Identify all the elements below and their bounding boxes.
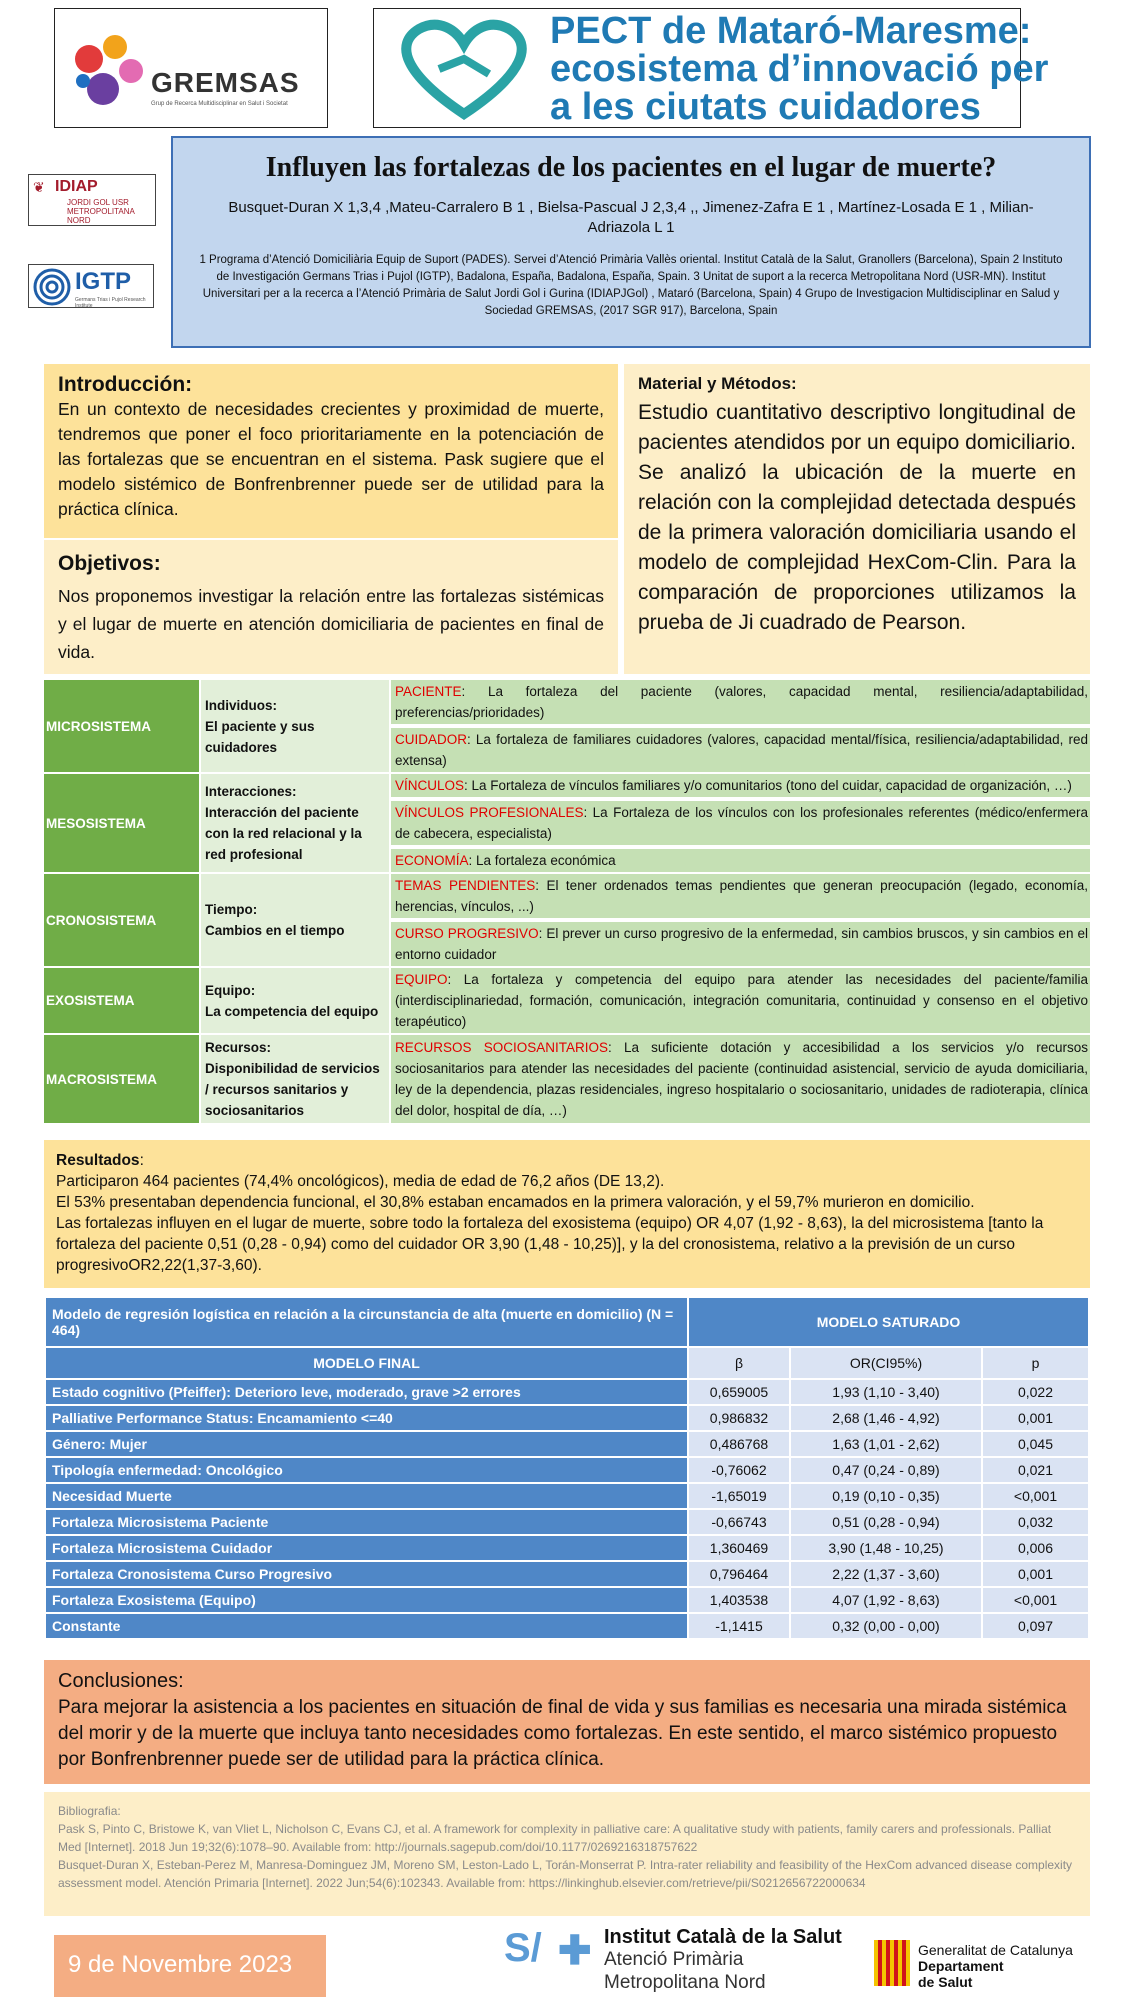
or-value: 0,32 (0,00 - 0,00) [791, 1614, 981, 1638]
table-row [46, 1614, 1088, 1638]
igtp-name: IGTP [75, 268, 132, 295]
strength-row [389, 968, 1090, 1033]
methods-panel [624, 364, 1090, 674]
strength-text: : La fortaleza y competencia del equipo para atender las necesidades del paciente/familia (interdisciplinariedad, formación, comunicación, integración comunitaria, continuidad y consenso en el objetivo terapéutico) [395, 972, 1088, 1029]
idiap-name: IDIAP [55, 178, 98, 195]
strength-key: PACIENTE [395, 684, 462, 699]
beta-value: 0,486768 [689, 1432, 789, 1456]
gremsas-dots-icon [63, 15, 153, 125]
results-line: Participaron 464 pacientes (74,4% oncológicos), media de edad de 76,2 años (DE 13,2). [56, 1173, 665, 1190]
system-level-title: Equipo: [205, 982, 256, 998]
beta-value: 0,986832 [689, 1406, 789, 1430]
or-value: 0,19 (0,10 - 0,35) [791, 1484, 981, 1508]
beta-value: -1,1415 [689, 1614, 789, 1638]
or-value: 2,22 (1,37 - 3,60) [791, 1562, 981, 1586]
column-header: p [983, 1348, 1088, 1378]
beta-value: 0,659005 [689, 1380, 789, 1404]
idiap-mark-icon: ❦ [33, 179, 45, 195]
system-level-desc: Cambios en el tiempo [205, 923, 345, 938]
system-level-desc: Disponibilidad de servicios / recursos sanitarios y sociosanitarios [205, 1061, 380, 1118]
table-row [46, 1298, 1088, 1346]
strength-text: : El prever un curso progresivo de la enfermedad, sin cambios bruscos, y sin cambios en el entorno cuidador [395, 926, 1088, 962]
objectives-body: Nos proponemos investigar la relación entre las fortalezas sistémicas y el lugar de muerte en atención domiciliaria de pacientes en final de vida. [58, 586, 604, 662]
system-level-desc: Interacción del paciente con la red relacional y la red profesional [205, 805, 362, 862]
beta-value: -0,76062 [689, 1458, 789, 1482]
system-name: CRONOSISTEMA [44, 874, 199, 966]
ics-logo [500, 1924, 840, 1994]
system-name: MICROSISTEMA [44, 680, 199, 772]
conclusions-body: Para mejorar la asistencia a los pacientes en situación de final de vida y sus familias es necesaria una mirada sistémica del morir y de la muerte que incluya tanto necesidades como fortalezas. En este sentido, el marco sistémico propuesto por Bonfrenbrenner puede ser de utilidad para la práctica clínica. [58, 1697, 1067, 1770]
table-row [46, 1588, 1088, 1612]
generalitat-logo [870, 1936, 1090, 1996]
strength-text: : La fortaleza de familiares cuidadores (valores, capacidad mental/física, resiliencia/adaptabilidad, red extensa) [395, 732, 1088, 768]
strength-key: VÍNCULOS PROFESIONALES [395, 805, 584, 820]
system-name: EXOSISTEMA [44, 968, 199, 1033]
p-value: 0,021 [983, 1458, 1088, 1482]
reference: Pask S, Pinto C, Bristowe K, van Vliet L, Nicholson C, Evans CJ, et al. A framework for complexity in palliative care: A qualitative study with patients, family carers and professionals. Palliat Med [Internet]. 2018 Jun 19;32(6):1078–90. Available from: http://journals.sagepub.com/doi/10.1177/0269216318757622 [58, 1822, 1052, 1854]
ics-line-1: Institut Català de la Salut [604, 1926, 842, 1948]
pect-line-1: PECT de Mataró-Maresme: [550, 10, 1032, 52]
row-label: Constante [46, 1614, 687, 1638]
column-header: β [689, 1348, 789, 1378]
row-label: Palliative Performance Status: Encamamiento <=40 [46, 1406, 687, 1430]
conclusions-title: Conclusiones: [58, 1670, 184, 1692]
authors: Busquet-Duran X 1,3,4 ,Mateu-Carralero B 1 , Bielsa-Pascual J 2,3,4 ,, Jimenez-Zafra E 1 , Martínez-Losada E 1 , Milian-Adriazola L 1 [228, 199, 1034, 236]
strength-key: TEMAS PENDIENTES [395, 878, 536, 893]
beta-value: 1,360469 [689, 1536, 789, 1560]
p-value: 0,032 [983, 1510, 1088, 1534]
strength-row [389, 1035, 1090, 1123]
gremsas-logo [54, 8, 328, 128]
table-row [44, 968, 1090, 1033]
strength-text: : La fortaleza del paciente (valores, capacidad mental, resiliencia/adaptabilidad, preferencias/prioridades) [395, 684, 1088, 720]
p-value: 0,006 [983, 1536, 1088, 1560]
or-value: 0,47 (0,24 - 0,89) [791, 1458, 981, 1482]
system-level-title: Recursos: [205, 1040, 272, 1055]
regression-caption: Modelo de regresión logística en relación a la circunstancia de alta (muerte en domicilio) (N = 464) [46, 1298, 687, 1346]
poster-title: Influyen las fortalezas de los pacientes en el lugar de muerte? [265, 152, 997, 183]
strength-key: CURSO PROGRESIVO [395, 926, 539, 941]
row-label: Tipología enfermedad: Oncológico [46, 1458, 687, 1482]
igtp-logo [28, 264, 154, 308]
p-value: <0,001 [983, 1588, 1088, 1612]
beta-value: 0,796464 [689, 1562, 789, 1586]
strength-key: EQUIPO [395, 972, 448, 987]
affiliations: 1 Programa d’Atenció Domiciliària Equip de Suport (PADES). Servei d’Atenció Primària Vallès oriental. Institut Català de la Salut, Granollers (Barcelona), Spain 2 Instituto de Investigación Germans Trias i Pujol (IGTP), Badalona, España, Badalona, España, Spain. 3 Unitat de suport a la recerca Metropolitana Nord (USR-MN). Institut Universitari per a la recerca a l’Atenció Primària de Salut Jordi Gol i Gurina (IDIAPJGol) , Mataró (Barcelona, Spain) 4 Grupo de Investigacion Multidisciplinar en Salud y Sociedad GREMSAS, (2017 SGR 917), Barcelona, Spain [199, 254, 1063, 317]
table-row [46, 1484, 1088, 1508]
strength-row [389, 874, 1090, 920]
row-label: Estado cognitivo (Pfeiffer): Deterioro leve, moderado, grave >2 errores [46, 1380, 687, 1404]
row-label: Fortaleza Microsistema Paciente [46, 1510, 687, 1534]
table-row [44, 1035, 1090, 1123]
system-level-desc: El paciente y sus cuidadores [205, 718, 315, 755]
column-header: OR(CI95%) [791, 1348, 981, 1378]
or-value: 1,93 (1,10 - 3,40) [791, 1380, 981, 1404]
system-level [199, 774, 389, 872]
p-value: 0,097 [983, 1614, 1088, 1638]
or-value: 0,51 (0,28 - 0,94) [791, 1510, 981, 1534]
spiral-icon [32, 267, 72, 307]
strength-key: RECURSOS SOCIOSANITARIOS [395, 1040, 608, 1055]
table-row [44, 874, 1090, 920]
results-panel: Resultados: Participaron 464 pacientes (74,4% oncológicos), media de edad de 76,2 años (DE 13,2). El 53% presentaban dependencia funcional, el 30,8% estaban encamados en la primera valoración, y el 59,7% murieron en domicilio. Las fortalezas influyen en el lugar de muerte, sobre todo la fortaleza del exosistema (equipo) OR 4,07 (1,92 - 8,63), la del microsistema [tanto la fortaleza del paciente 0,51 (0,28 - 0,94) como del cuidador OR 3,90 (1,48 - 10,25)], y la del cronosistema, relativo a la previsión de un curso progresivoOR2,22(1,37-3,60). [44, 1140, 1090, 1288]
row-label: Fortaleza Cronosistema Curso Progresivo [46, 1562, 687, 1586]
strength-key: VÍNCULOS [395, 778, 465, 793]
system-level-title: Tiempo: [205, 902, 258, 917]
strength-row [389, 774, 1090, 799]
table-row [46, 1406, 1088, 1430]
or-value: 2,68 (1,46 - 4,92) [791, 1406, 981, 1430]
regression-body [46, 1380, 1088, 1638]
beta-value: -0,66743 [689, 1510, 789, 1534]
column-header: MODELO FINAL [46, 1348, 687, 1378]
p-value: 0,001 [983, 1406, 1088, 1430]
reference: Busquet-Duran X, Esteban-Perez M, Manresa-Dominguez JM, Moreno SM, Leston-Lado L, Torán-Monserrat P. Intra-rater reliability and feasibility of the HexCom advanced disease complexity assessment model. Atención Primaria [Internet]. 2022 Jun;54(6):102343. Available from: https://linkinghub.elsevier.com/retrieve/pii/S0212656722000634 [58, 1858, 1073, 1890]
model-title: MODELO SATURADO [689, 1298, 1088, 1346]
table-row [44, 774, 1090, 799]
system-level-desc: La competencia del equipo [205, 1003, 379, 1019]
conclusions-panel [44, 1660, 1090, 1784]
senyera-icon [874, 1940, 910, 1986]
hands-heart-icon [384, 14, 544, 124]
p-value: <0,001 [983, 1484, 1088, 1508]
idiap-subtitle: JORDI GOL USR METROPOLITANA NORD [67, 198, 135, 225]
date-badge: 9 de Novembre 2023 [54, 1935, 326, 1997]
strength-key: CUIDADOR [395, 732, 468, 747]
results-title: Resultados [56, 1152, 140, 1169]
table-row [46, 1458, 1088, 1482]
table-header-row [46, 1348, 1088, 1378]
ics-mark-icon: S/ [504, 1926, 542, 1970]
strength-row [389, 801, 1090, 847]
methods-body: Estudio cuantitativo descriptivo longitudinal de pacientes atendidos por un equipo domiciliario. Se analizó la ubicación de la muerte en relación con la complejidad detectada después de la primera valoración domiciliaria usando el modelo de complejidad HexCom-Clin. Para la comparación de proporciones utilizamos la prueba de Ji cuadrado de Pearson. [638, 401, 1076, 634]
objectives-panel [44, 540, 618, 674]
generalitat-line-2: Departament [918, 1958, 1004, 1974]
or-value: 1,63 (1,01 - 2,62) [791, 1432, 981, 1456]
strength-row [389, 680, 1090, 726]
bibliography-panel [44, 1792, 1090, 1916]
table-row [44, 680, 1090, 726]
row-label: Fortaleza Microsistema Cuidador [46, 1536, 687, 1560]
system-level-title: Interacciones: [205, 784, 297, 799]
row-label: Género: Mujer [46, 1432, 687, 1456]
table-row [46, 1380, 1088, 1404]
pect-line-2: ecosistema d’innovació per [550, 48, 1049, 90]
systemic-model-table [44, 678, 1090, 1125]
strength-key: ECONOMÍA [395, 853, 469, 868]
pect-line-3: a les ciutats cuidadores [550, 86, 981, 128]
system-level [199, 1035, 389, 1123]
p-value: 0,045 [983, 1432, 1088, 1456]
methods-title: Material y Métodos: [638, 374, 797, 393]
results-line: El 53% presentaban dependencia funcional, el 30,8% estaban encamados en la primera valoración, y el 59,7% murieron en domicilio. [56, 1194, 975, 1211]
beta-value: -1,65019 [689, 1484, 789, 1508]
pect-logo [373, 8, 1049, 128]
gremsas-subtitle: Grup de Recerca Multidisciplinar en Salut i Societat [151, 101, 288, 107]
introduction-title: Introducción: [58, 373, 193, 396]
regression-table [44, 1296, 1090, 1640]
strength-row [389, 728, 1090, 772]
system-name: MESOSISTEMA [44, 774, 199, 872]
title-block [171, 136, 1091, 348]
introduction-body: En un contexto de necesidades crecientes y proximidad de muerte, tendremos que poner el foco prioritariamente en la potenciación de las fortalezas que se encuentran en el sistema. Pask sugiere que el modelo sistémico de Bonfrenbrenner puede ser de utilidad para la práctica clínica. [58, 399, 604, 519]
igtp-subtitle: Germans Trias i Pujol Research Institute [75, 297, 146, 309]
or-value: 4,07 (1,92 - 8,63) [791, 1588, 981, 1612]
table-row [46, 1536, 1088, 1560]
strength-row [389, 849, 1090, 872]
table-row [46, 1562, 1088, 1586]
table-row [46, 1510, 1088, 1534]
results-line: Las fortalezas influyen en el lugar de muerte, sobre todo la fortaleza del exosistema (equipo) OR 4,07 (1,92 - 8,63), la del microsistema [tanto la fortaleza del paciente 0,51 (0,28 - 0,94) como del cuidador OR 3,90 (1,48 - 10,25)], y la del cronosistema, relativo a la previsión de un curso progresivoOR2,22(1,37-3,60). [56, 1215, 1044, 1274]
idiap-logo [28, 174, 156, 226]
p-value: 0,022 [983, 1380, 1088, 1404]
objectives-title: Objetivos: [58, 552, 161, 575]
strength-text: : El tener ordenados temas pendientes que generan preocupación (legado, economía, herencias, vínculos, ...) [395, 878, 1088, 914]
generalitat-line-3: de Salut [918, 1974, 973, 1990]
bibliography-title: Bibliografia: [58, 1804, 121, 1818]
system-name: MACROSISTEMA [44, 1035, 199, 1123]
row-label: Fortaleza Exosistema (Equipo) [46, 1588, 687, 1612]
gremsas-wordmark: GREMSAS [151, 67, 300, 98]
beta-value: 1,403538 [689, 1588, 789, 1612]
row-label: Necesidad Muerte [46, 1484, 687, 1508]
system-level [199, 680, 389, 772]
strength-text: : La fortaleza económica [468, 853, 616, 868]
strength-text: : La Fortaleza de los vínculos con los profesionales referentes (médico/enfermera de cabecera, especialista) [395, 805, 1088, 841]
p-value: 0,001 [983, 1562, 1088, 1586]
strength-row [389, 922, 1090, 966]
table-row [46, 1432, 1088, 1456]
strength-text: : La Fortaleza de vínculos familiares y/o comunitarios (tono del cuidar, capacidad de organización, …) [464, 778, 1072, 793]
or-value: 3,90 (1,48 - 10,25) [791, 1536, 981, 1560]
ics-line-2: Atenció Primària [604, 1949, 744, 1970]
plus-icon: ✚ [558, 1929, 592, 1973]
ics-line-3: Metropolitana Nord [604, 1972, 766, 1993]
system-level [199, 968, 389, 1033]
system-level-title: Individuos: [205, 697, 277, 713]
generalitat-line-1: Generalitat de Catalunya [918, 1942, 1073, 1958]
strength-text: : La suficiente dotación y accesibilidad a los servicios y/o recursos sociosanitarios para atender las necesidades del paciente (continuidad asistencial, servicio de ayuda domiciliaria, ley de la dependencia, plazas residenciales, ingreso hospitalario o sociosanitario, unidades de radioterapia, clínica del dolor, hospital de día, …) [395, 1040, 1089, 1118]
introduction-panel [44, 364, 618, 538]
system-level [199, 874, 389, 966]
